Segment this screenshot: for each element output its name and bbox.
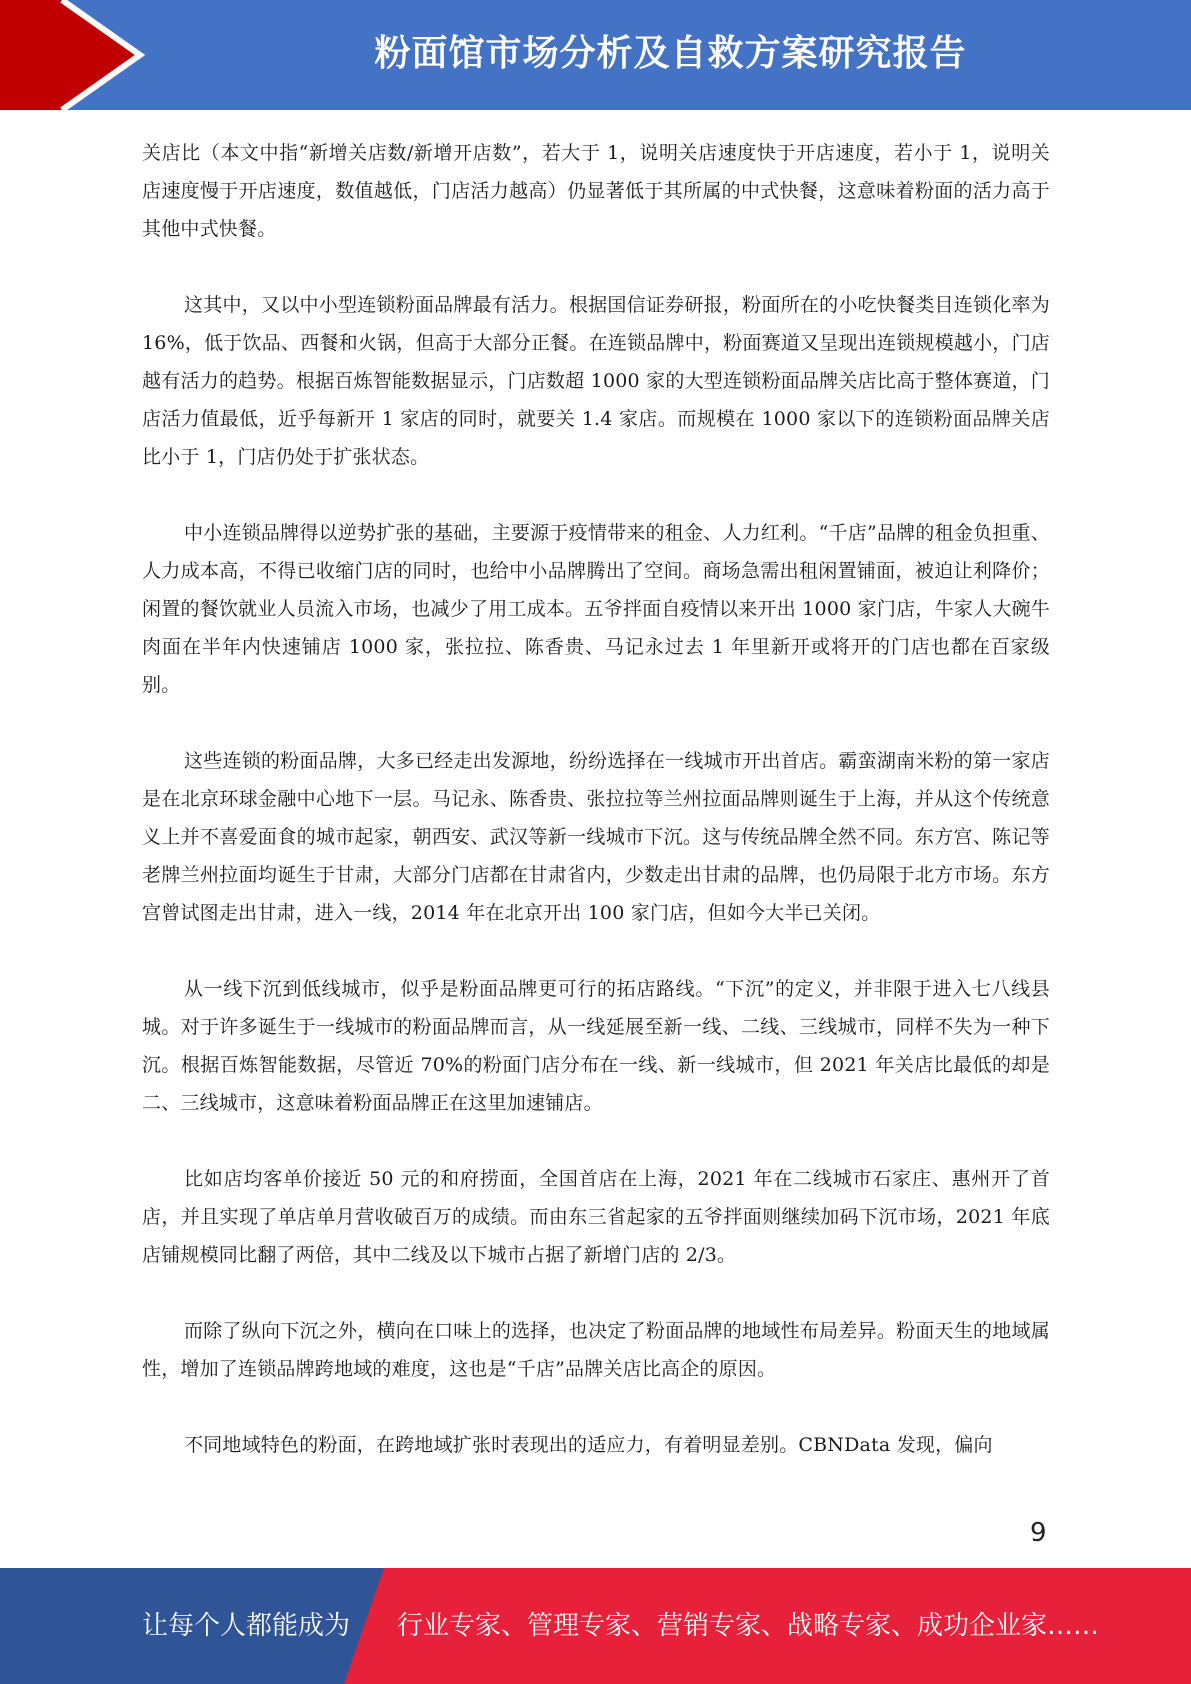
paragraph-4: 这些连锁的粉面品牌，大多已经走出发源地，纷纷选择在一线城市开出首店。霸蛮湖南米粉的第一家店是在北京环球金融中心地下一层。马记永、陈香贵、张拉拉等兰州拉面品牌则诞生于上海，并从这个传统意义上并不喜爱面食的城市起家，朝西安、武汉等新一线城市下沉。这与传统品牌全然不同。东方宫、陈记等老牌兰州拉面均诞生于甘肃，大部分门店都在甘肃省内，少数走出甘肃的品牌，也仍局限于北方市场。东方宫曾试图走出甘肃，进入一线，2014 年在北京开出 100 家门店，但如今大半已关闭。 <box>142 750 1050 924</box>
paragraph-6: 比如店均客单价接近 50 元的和府捞面，全国首店在上海，2021 年在二线城市石家庄、惠州开了首店，并且实现了单店单月营收破百万的成绩。而由东三省起家的五爷拌面则继续加码下沉市场，2021 年底店铺规模同比翻了两倍，其中二线及以下城市占据了新增门店的 2/3。 <box>142 1168 1050 1266</box>
paragraph-5: 从一线下沉到低线城市，似乎是粉面品牌更可行的拓店路线。“下沉”的定义，并非限于进入七八线县城。对于许多诞生于一线城市的粉面品牌而言，从一线延展至新一线、二线、三线城市，同样不失为一种下沉。根据百炼智能数据，尽管近 70%的粉面门店分布在一线、新一线城市，但 2021 年关店比最低的却是二、三线城市，这意味着粉面品牌正在这里加速铺店。 <box>142 978 1050 1114</box>
paragraph-2: 这其中，又以中小型连锁粉面品牌最有活力。根据国信证券研报，粉面所在的小吃快餐类目连锁化率为 16%，低于饮品、西餐和火锅，但高于大部分正餐。在连锁品牌中，粉面赛道又呈现出连锁规模越小，门店越有活力的趋势。根据百炼智能数据显示，门店数超 1000 家的大型连锁粉面品牌关店比高于整体赛道，门店活力值最低，近乎每新开 1 家店的同时，就要关 1.4 家店。而规模在 1000 家以下的连锁粉面品牌关店比小于 1，门店仍处于扩张状态。 <box>142 294 1050 468</box>
article-body <box>142 134 1050 1502</box>
paragraph-8: 不同地域特色的粉面，在跨地域扩张时表现出的适应力，有着明显差别。CBNData 发现，偏向 <box>184 1434 993 1456</box>
page-header <box>0 0 1191 110</box>
footer-slogan-roles: 行业专家、管理专家、营销专家、战略专家、成功企业家…… <box>397 1611 1100 1641</box>
paragraph-3: 中小连锁品牌得以逆势扩张的基础，主要源于疫情带来的租金、人力红利。“千店”品牌的租金负担重、人力成本高，不得已收缩门店的同时，也给中小品牌腾出了空间。商场急需出租闲置铺面，被迫让利降价；闲置的餐饮就业人员流入市场，也减少了用工成本。五爷拌面自疫情以来开出 1000 家门店，牛家人大碗牛肉面在半年内快速铺店 1000 家，张拉拉、陈香贵、马记永过去 1 年里新开或将开的门店也都在百家级别。 <box>142 522 1050 696</box>
paragraph-7: 而除了纵向下沉之外，横向在口味上的选择，也决定了粉面品牌的地域性布局差异。粉面天生的地域属性，增加了连锁品牌跨地域的难度，这也是“千店”品牌关店比高企的原因。 <box>142 1320 1050 1380</box>
document-title: 粉面馆市场分析及自救方案研究报告 <box>374 33 967 74</box>
page-number: 9 <box>1030 1518 1047 1548</box>
footer-slogan-lead: 让每个人都能成为 <box>142 1611 351 1641</box>
paragraph-1: 关店比（本文中指“新增关店数/新增开店数”，若大于 1，说明关店速度快于开店速度，若小于 1，说明关店速度慢于开店速度，数值越低，门店活力越高）仍显著低于其所属的中式快餐，这意味着粉面的活力高于其他中式快餐。 <box>142 142 1050 240</box>
page-footer <box>0 1568 1191 1684</box>
header-red-arrow-decoration <box>0 0 150 110</box>
